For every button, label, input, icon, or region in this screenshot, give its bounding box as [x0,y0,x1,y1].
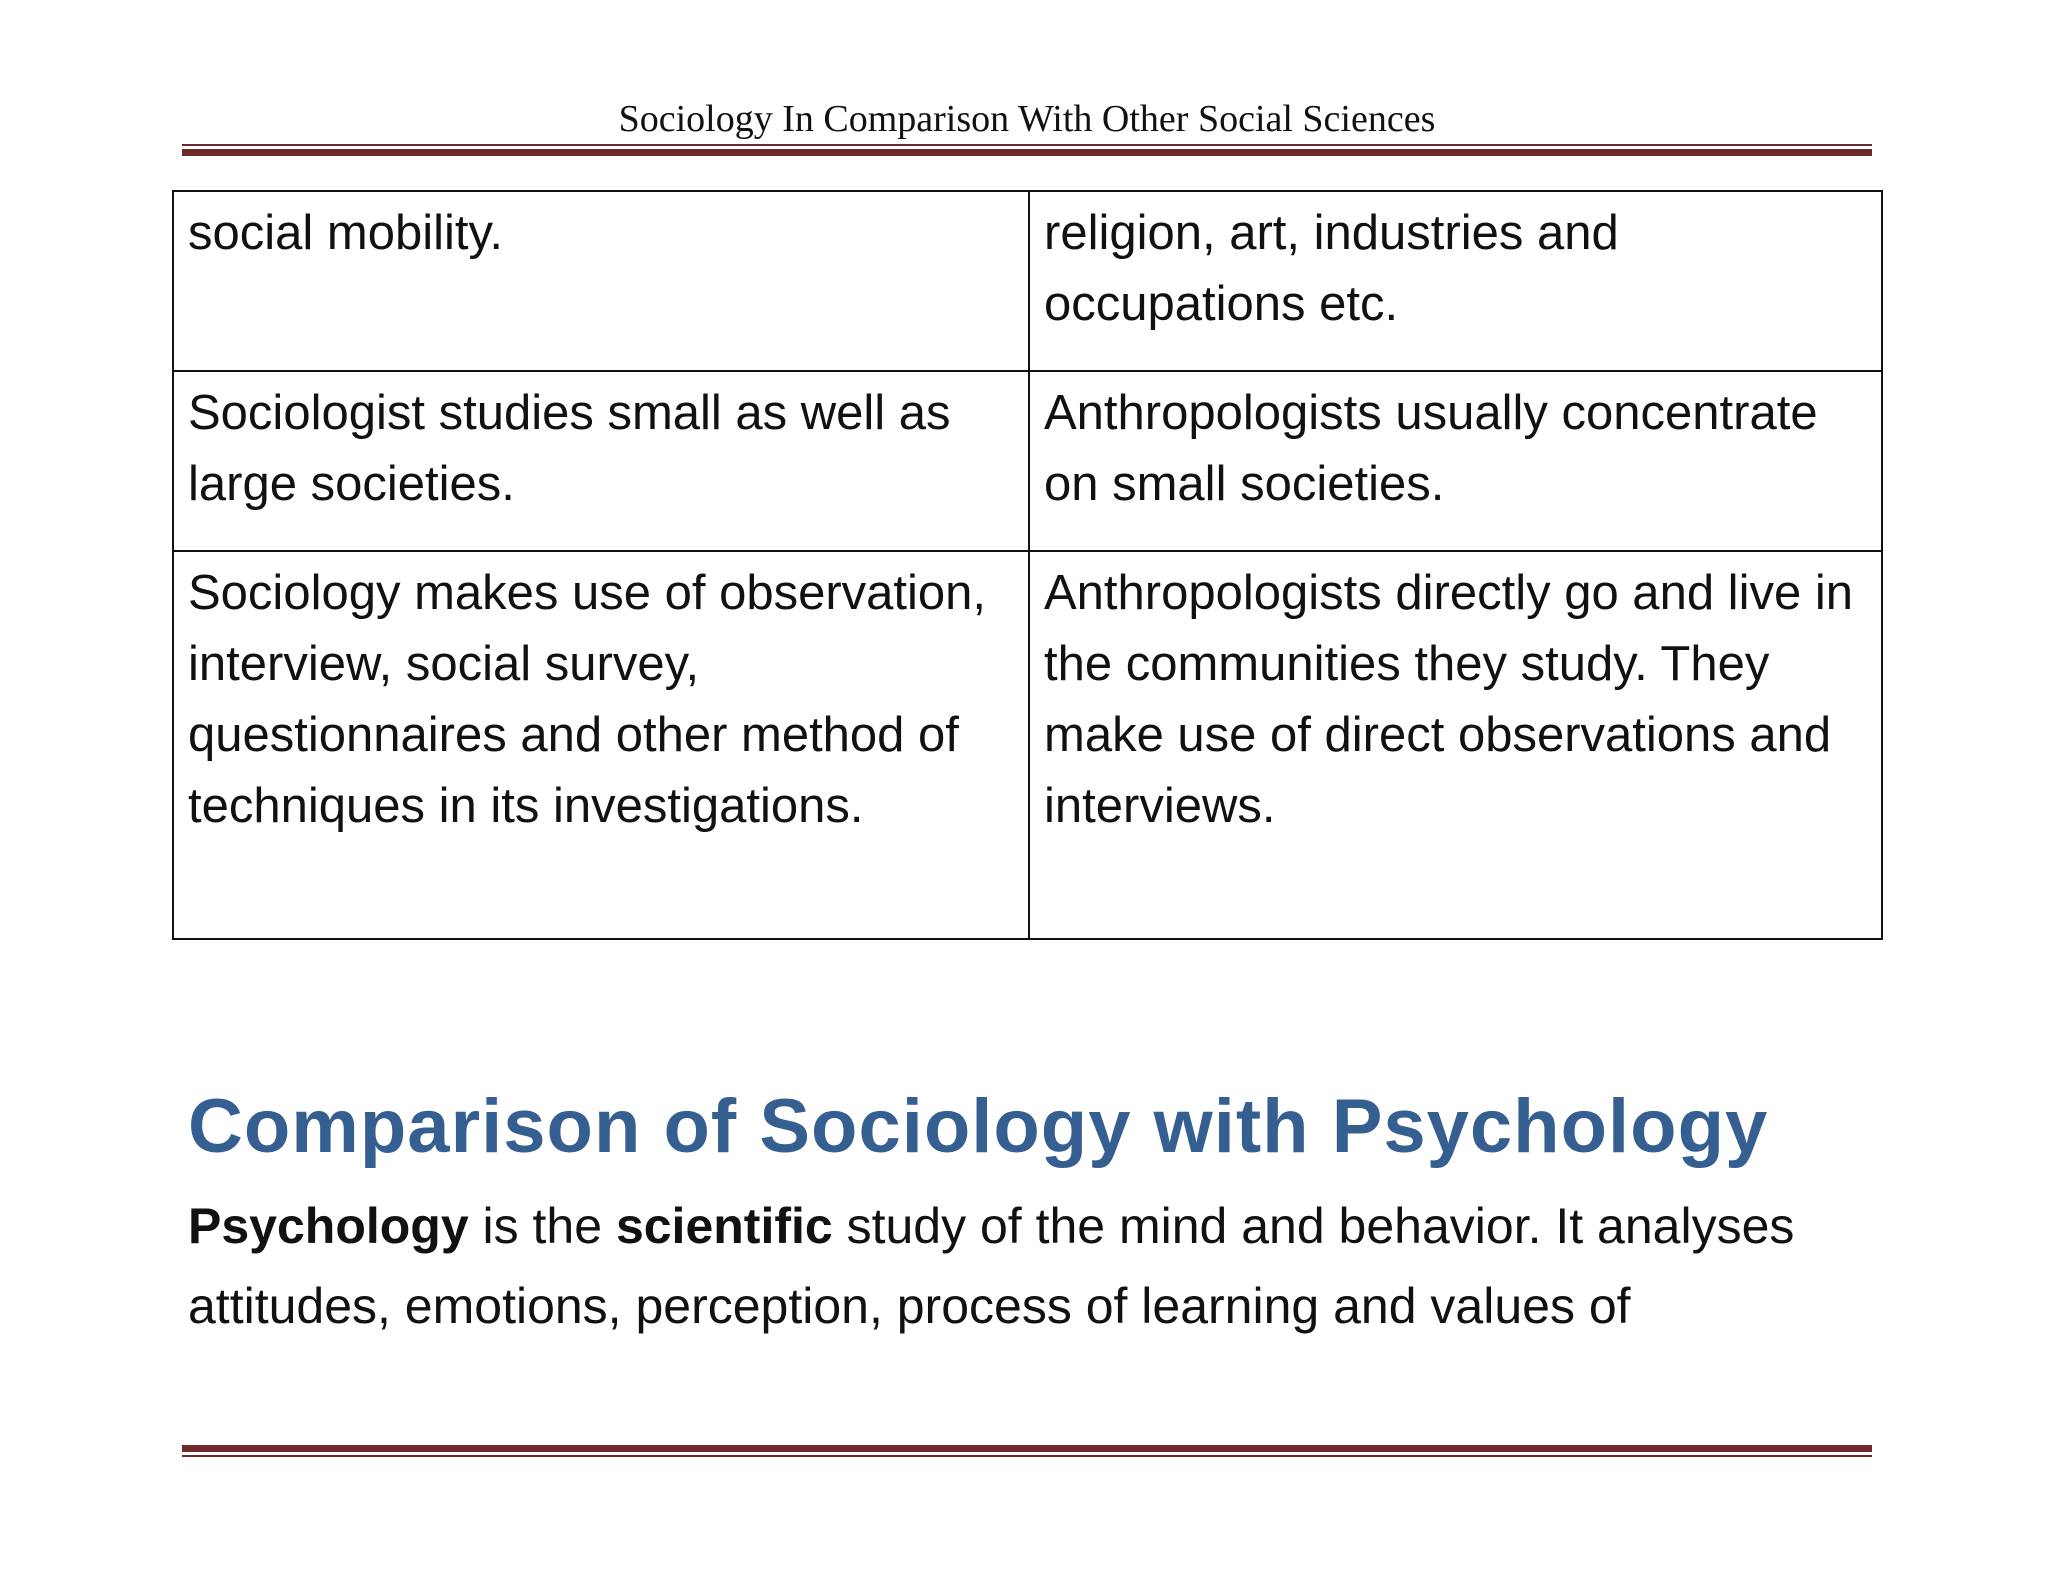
table-cell-anthropology: religion, art, industries and occupations etc. [1029,191,1882,371]
body-paragraph [188,1186,1878,1346]
table-row [173,191,1882,371]
footer-rule [182,1445,1872,1457]
table-cell-sociology: Sociology makes use of observation, interview, social survey, questionnaires and other method of techniques in its investigations. [173,551,1029,939]
term-psychology: Psychology [188,1198,469,1254]
comparison-table [172,190,1883,940]
paragraph-text: study of the mind and behavior. It analyses attitudes, emotions, perception, process of learning and values of [188,1198,1795,1334]
header-rule [182,144,1872,156]
section-heading: Comparison of Sociology with Psychology [188,1084,1769,1169]
table-cell-anthropology: Anthropologists usually concentrate on small societies. [1029,371,1882,551]
table-cell-sociology: social mobility. [173,191,1029,371]
paragraph-text: is the [468,1198,616,1254]
term-scientific: scientific [615,1198,833,1254]
table-cell-sociology: Sociologist studies small as well as large societies. [173,371,1029,551]
table-row [173,551,1882,939]
running-header: Sociology In Comparison With Other Social Sciences [618,98,1436,140]
table-cell-anthropology: Anthropologists directly go and live in the communities they study. They make use of direct observations and interviews. [1029,551,1882,939]
table-row [173,371,1882,551]
